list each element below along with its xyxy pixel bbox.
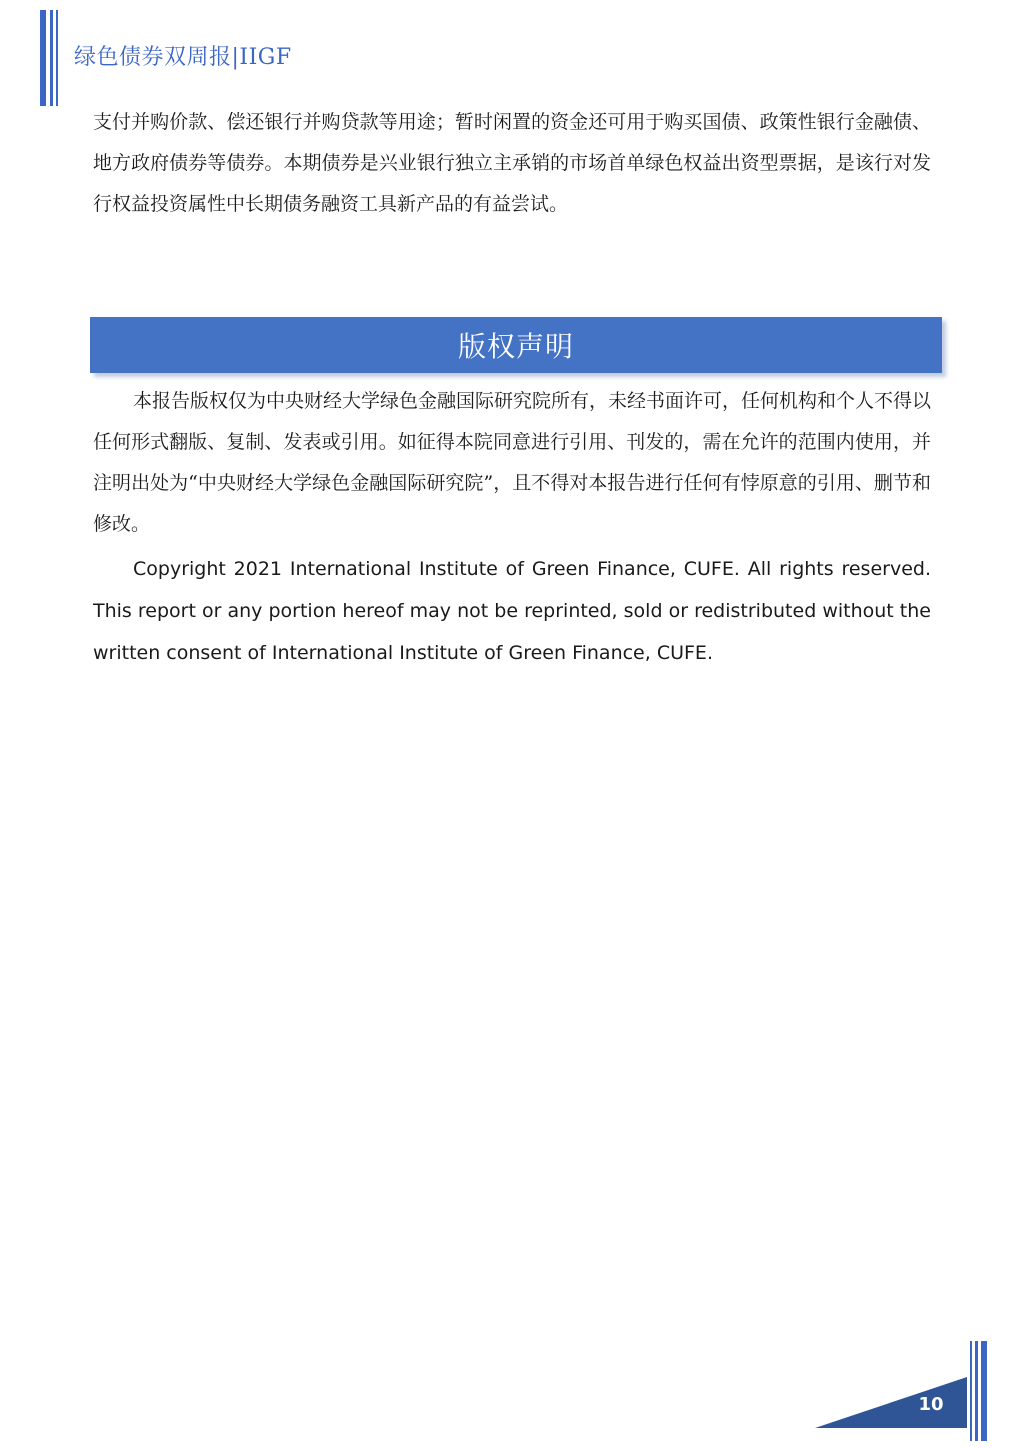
section-banner [90, 317, 942, 373]
continued-paragraph: 支付并购价款、偿还银行并购贷款等用途；暂时闲置的资金还可用于购买国债、政策性银行金融债、地方政府债券等债券。本期债券是兴业银行独立主承销的市场首单绿色权益出资型票据，是该行对发行权益投资属性中长期债务融资工具新产品的有益尝试。 [93, 111, 931, 215]
section-heading: 版权声明 [457, 330, 574, 363]
page-number: 10 [918, 1394, 944, 1415]
copyright-paragraph-en: Copyright 2021 International Institute of Green Finance, CUFE. All rights reserved. This report or any portion hereof may not be reprinted, sold or redistributed without the written consent of International Institute of Green Finance, CUFE. [93, 558, 931, 664]
header-title: 绿色债券双周报|IIGF [74, 45, 292, 70]
copyright-paragraph-cn: 本报告版权仅为中央财经大学绿色金融国际研究院所有，未经书面许可，任何机构和个人不得以任何形式翻版、复制、发表或引用。如征得本院同意进行引用、刊发的，需在允许的范围内使用，并注明出处为“中央财经大学绿色金融国际研究院”，且不得对本报告进行任何有悖原意的引用、删节和修改。 [93, 390, 932, 535]
